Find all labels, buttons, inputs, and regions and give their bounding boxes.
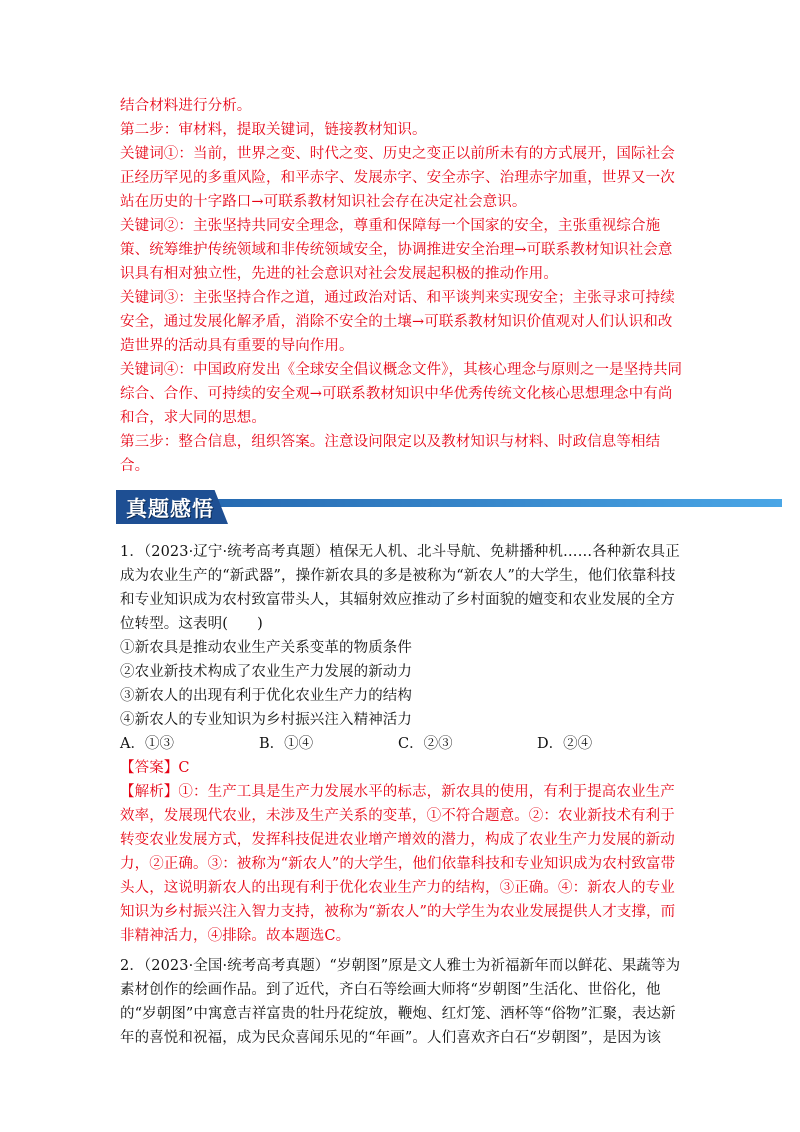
question-1-item-2: ②农业新技术构成了农业生产力发展的新动力	[120, 664, 412, 680]
answer-label: 【答案】	[120, 760, 179, 776]
keyword-4: 关键词④：中国政府发出《全球安全倡议概念文件》，其核心理念与原则之一是坚持共同综合、合作、可持续的安全观→可联系教材知识中华优秀传统文化核心思想理念中有尚和合，求大同的思想。	[120, 362, 683, 426]
answer-value: C	[178, 760, 190, 776]
question-1-analysis	[120, 780, 686, 948]
option-c: C．②③	[398, 736, 453, 752]
question-2-stem: 2．（2023·全国·统考高考真题）“岁朝图”原是文人雅士为祈福新年而以鲜花、果蔬等为素材创作的绘画作品。到了近代，齐白石等绘画大师将“岁朝图”生活化、世俗化，他的“岁朝图”中寓意吉祥富贵的牡丹花绽放，鞭炮、红灯笼、酒杯等“俗物”汇聚，表达新年的喜悦和祝福，成为民众喜闻乐见的“年画”。人们喜欢齐白石“岁朝图”，是因为该	[120, 958, 681, 1046]
keyword-1: 关键词①：当前，世界之变、时代之变、历史之变正以前所未有的方式展开，国际社会正经历罕见的多重风险，和平赤字、发展赤字、安全赤字、治理赤字加重，世界又一次站在历史的十字路口→可联系教材知识社会存在决定社会意识。	[120, 146, 675, 210]
question-1-answer	[120, 756, 686, 780]
option-a: A．①③	[120, 736, 174, 752]
analysis-text: ①：生产工具是生产力发展水平的标志，新农具的使用，有利于提高农业生产效率，发展现代农业，未涉及生产关系的变革，①不符合题意。②：农业新技术有利于转变农业发展方式，发挥科技促进农业增产增效的潜力，构成了农业生产力发展的新动力，②正确。③：被称为“新农人”的大学生，他们依靠科技和专业知识成为农村致富带头人，这说明新农人的出现有利于优化农业生产力的结构，③正确。④：新农人的专业知识为乡村振兴注入智力支持，被称为“新农人”的大学生为农业发展提供人才支撑，而非精神活力，④排除。故本题选C。	[120, 784, 676, 944]
analysis-label: 【解析】	[120, 784, 179, 800]
keyword-2: 关键词②：主张坚持共同安全理念，尊重和保障每一个国家的安全，主张重视综合施策、统筹维护传统领域和非传统领域安全，协调推进安全治理→可联系教材知识社会意识具有相对独立性，先进的社会意识对社会发展起积极的推动作用。	[120, 218, 673, 282]
analysis-step2: 第二步：审材料，提取关键词，链接教材知识。	[120, 122, 427, 138]
analysis-intro: 结合材料进行分析。	[120, 98, 252, 114]
section-title: 真题感悟	[126, 497, 214, 521]
option-b: B．①④	[259, 736, 314, 752]
option-d: D．②④	[537, 736, 593, 752]
section-banner	[116, 490, 782, 524]
page-content	[120, 94, 686, 1050]
keyword-3: 关键词③：主张坚持合作之道，通过政治对话、和平谈判来实现安全；主张寻求可持续安全，通过发展化解矛盾，消除不安全的土壤→可联系教材知识价值观对人们认识和改造世界的活动具有重要的导向作用。	[120, 290, 675, 354]
question-1-stem: 1．（2023·辽宁·统考高考真题）植保无人机、北斗导航、免耕播种机……各种新农具正成为农业生产的“新武器”，操作新农具的多是被称为“新农人”的大学生，他们依靠科技和专业知识成为农村致富带头人，其辐射效应推动了乡村面貌的嬗变和农业发展的全方位转型。这表明( )	[120, 544, 680, 632]
question-1-item-3: ③新农人的出现有利于优化农业生产力的结构	[120, 688, 412, 704]
question-1-options	[120, 732, 686, 756]
question-1-item-4: ④新农人的专业知识为乡村振兴注入精神活力	[120, 712, 412, 728]
analysis-step3: 第三步：整合信息，组织答案。注意设问限定以及教材知识与材料、时政信息等相结合。	[120, 434, 661, 474]
question-1-item-1: ①新农具是推动农业生产关系变革的物质条件	[120, 640, 412, 656]
